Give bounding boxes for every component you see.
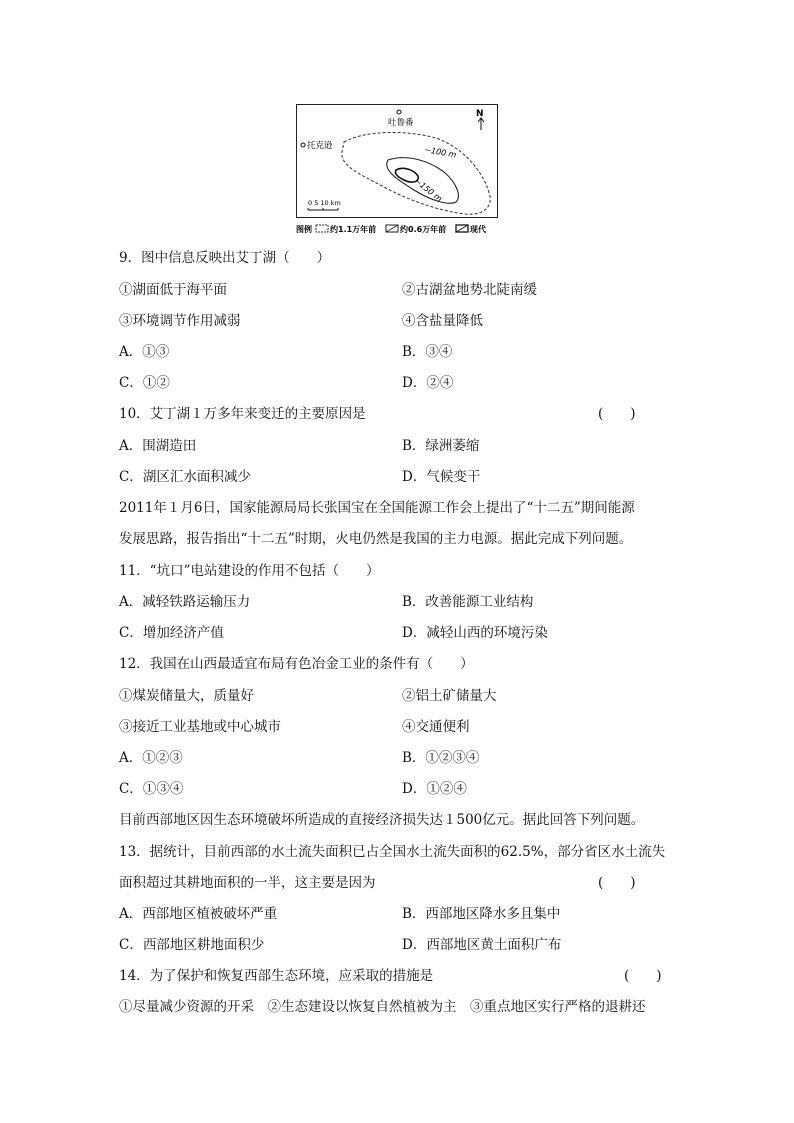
city-label-top: 吐鲁番	[388, 118, 414, 128]
q12-choice-d: D．①②④	[402, 781, 467, 797]
q14-options-line: ①尽量减少资源的开采 ②生态建设以恢复自然植被为主 ③重点地区实行严格的退耕还	[119, 999, 646, 1015]
q13-stem-line-2: 面积超过其耕地面积的一半，这主要是因为	[119, 875, 376, 891]
q12-choice-b: B．①②③④	[402, 750, 480, 766]
north-label: N	[476, 109, 484, 119]
q13-choice-c: C．西部地区耕地面积少	[119, 937, 265, 953]
q11-choice-b: B．改善能源工业结构	[402, 594, 534, 610]
passage-1-line-2: 发展思路，报告指出“十二五”时期，火电仍然是我国的主力电源。据此完成下列问题。	[119, 531, 633, 547]
passage-2-line-1: 目前西部地区因生态环境破坏所造成的直接经济损失达１500亿元。据此回答下列问题。	[119, 812, 645, 828]
q13-choice-a: A．西部地区植被破坏严重	[119, 906, 278, 922]
passage-1-line-1: 2011年１月6日，国家能源局局长张国宝在全国能源工作会上提出了“十二五”期间能源	[119, 500, 635, 516]
q12-choice-a: A．①②③	[119, 750, 183, 766]
q10-choice-d: D．气候变干	[402, 469, 481, 485]
scale-label: 0 5 10 km	[308, 199, 341, 207]
q11-choice-d: D．减轻山西的环境污染	[402, 625, 548, 641]
q14-stem: 14．为了保护和恢复西部生态环境，应采取的措施是	[119, 968, 434, 984]
q11-choice-a: A．减轻铁路运输压力	[119, 594, 251, 610]
q10-choice-b: B．绿洲萎缩	[402, 438, 480, 454]
contour-label-150: −150 m	[412, 176, 444, 204]
q9-option-4: ④含盐量降低	[402, 313, 483, 329]
city-label-left: 托克逊	[307, 141, 333, 151]
contour-label-100: −100 m	[423, 145, 458, 160]
q9-choice-d: D．②④	[402, 375, 454, 391]
q9-choice-c: C．①②	[119, 375, 170, 391]
q12-option-3: ③接近工业基地或中心城市	[119, 719, 281, 735]
q12-option-2: ②铝土矿储量大	[402, 688, 497, 704]
q10-choice-c: C．湖区汇水面积减少	[119, 469, 251, 485]
q13-stem-line-1: 13．据统计，目前西部的水土流失面积已占全国水土流失面积的62.5%，部分省区水土流失	[119, 844, 666, 860]
q10-stem: 10．艾丁湖１万多年来变迁的主要原因是	[119, 406, 366, 422]
legend-swatch-11k	[316, 225, 328, 232]
q11-choice-c: C．增加经济产值	[119, 625, 224, 641]
q13-choice-b: B．西部地区降水多且集中	[402, 906, 561, 922]
q12-stem: 12．我国在山西最适宜布局有色冶金工业的条件有（ ）	[119, 656, 474, 672]
legend-item-6k: 约0.6万年前	[400, 225, 447, 234]
legend-item-modern: 现代	[470, 225, 486, 234]
q9-option-2: ②古湖盆地势北陡南缓	[402, 282, 537, 298]
q9-choice-b: B．③④	[402, 344, 453, 360]
q9-choice-a: A．①③	[119, 344, 170, 360]
q11-stem: 11．“坑口”电站建设的作用不包括（ ）	[119, 563, 380, 579]
q12-option-4: ④交通便利	[402, 719, 470, 735]
q9-stem: 9．图中信息反映出艾丁湖（ ）	[119, 250, 331, 266]
q13-choice-d: D．西部地区黄土面积广布	[402, 937, 562, 953]
q14-answer-paren: ( )	[624, 968, 662, 984]
q12-choice-c: C．①③④	[119, 781, 184, 797]
q9-option-1: ①湖面低于海平面	[119, 282, 227, 298]
q13-answer-paren: ( )	[598, 875, 636, 891]
lake-map-svg	[296, 104, 498, 236]
legend-item-11k: 约1.1万年前	[330, 225, 377, 234]
q9-option-3: ③环境调节作用减弱	[119, 313, 241, 329]
lake-map-figure	[296, 104, 498, 236]
legend-title: 图例	[296, 225, 312, 234]
q12-option-1: ①煤炭储量大，质量好	[119, 688, 254, 704]
q10-choice-a: A．围湖造田	[119, 438, 197, 454]
q10-answer-paren: ( )	[598, 406, 636, 422]
